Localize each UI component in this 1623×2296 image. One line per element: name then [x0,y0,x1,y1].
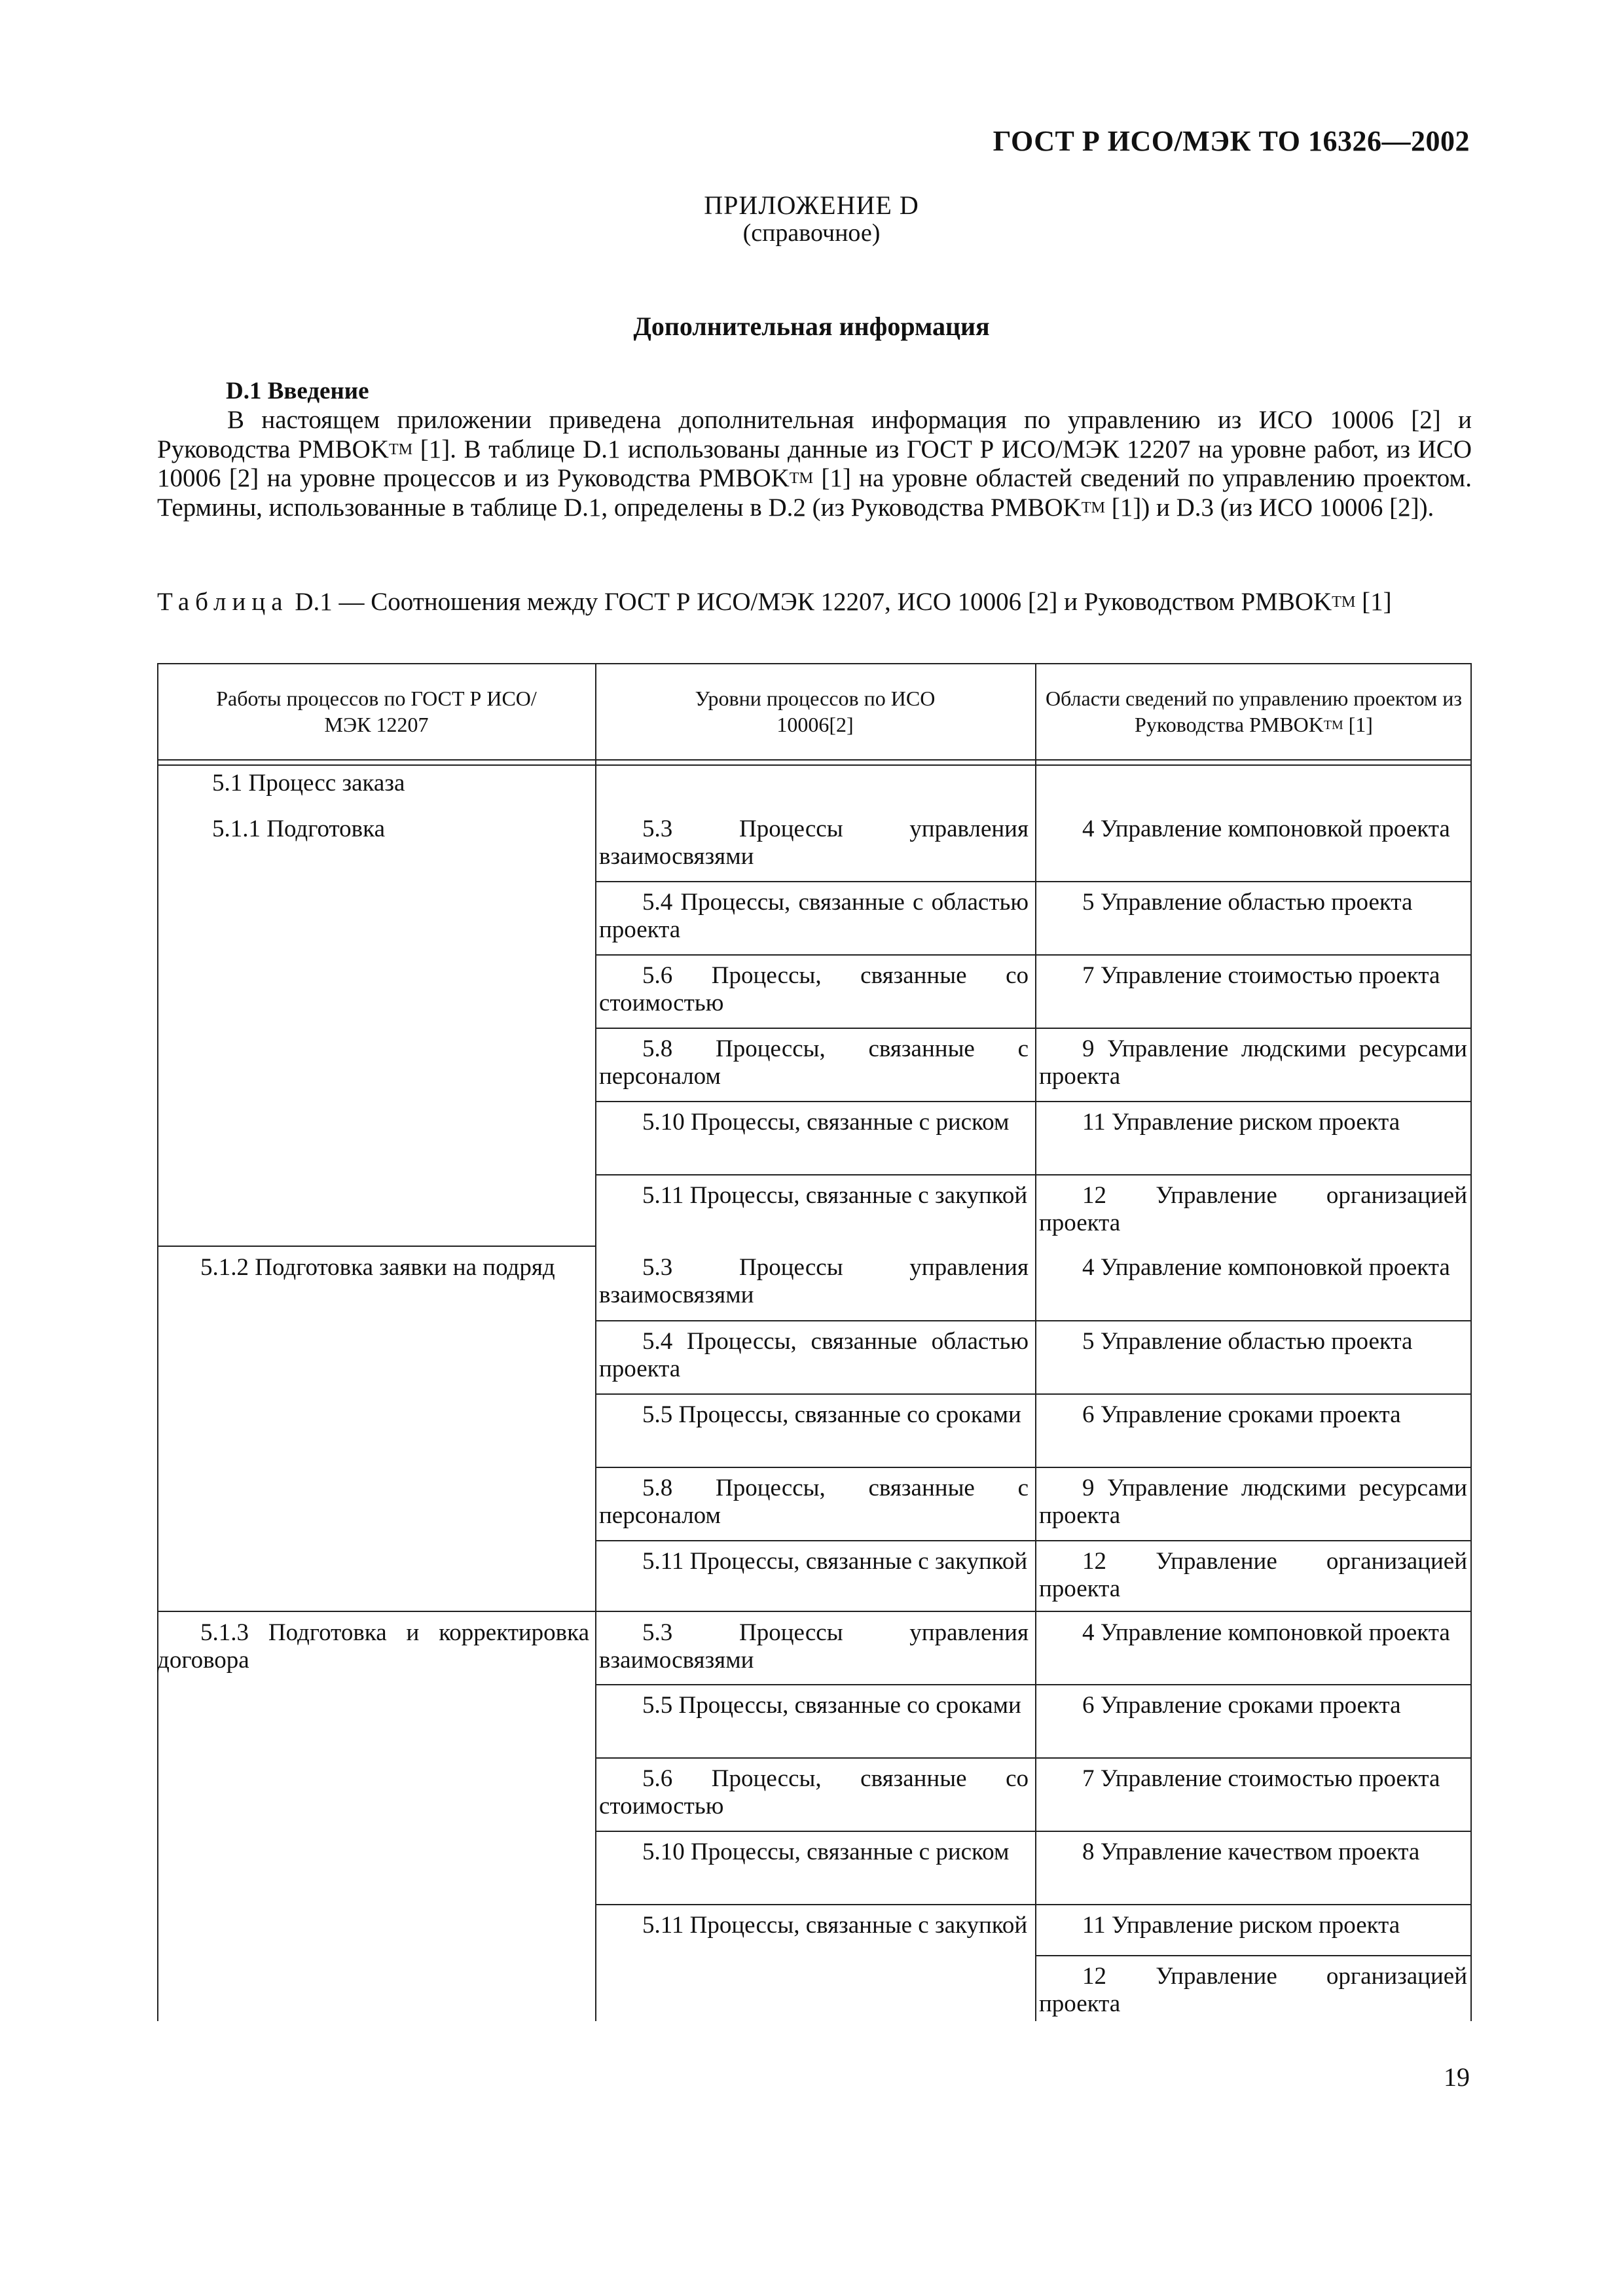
tm-mark: TM [388,440,413,458]
knowledge-area-row: 9 Управление людскими ресурсами проекта [1039,1475,1467,1529]
process-row: 5.1.2 Подготовка заявки на подряд [200,1254,555,1281]
intro-text-4: [1]) и D.3 (из ИСО 10006 [2]). [1104,493,1434,522]
knowledge-area-row: 12 Управление организацией проекта [1039,1182,1467,1236]
header-col-areas [1041,685,1467,738]
knowledge-area-row: 11 Управление риском проекта [1082,1109,1400,1136]
row-rule [157,1611,596,1612]
process-level-row: 5.5 Процессы, связанные со сроками [642,1692,1021,1719]
header-rule [157,759,1472,761]
intro-text-2: [1]. В таблице D.1 использованы данные из ГОСТ Р ИСО/МЭК 12207 на уровне работ, из ИСО 10006 [2] на уровне процессов и из Руководства PMBOK [157,435,1472,492]
knowledge-area-row: 7 Управление стоимостью проекта [1082,1765,1440,1792]
knowledge-area-row: 9 Управление людскими ресурсами проекта [1039,1035,1467,1090]
row-rule [595,1904,1472,1905]
tm-mark: TM [1323,718,1343,733]
process-level-row: 5.6 Процессы, связанные со стоимостью [599,1765,1029,1820]
table-caption-tail: [1] [1355,588,1392,616]
row-rule [595,1320,1472,1321]
process-row: 5.1.3 Подготовка и корректировка договора [157,1619,589,1674]
process-level-row: 5.4 Процессы, связанные областью проекта [599,1328,1029,1382]
process-level-row: 5.6 Процессы, связанные со стоимостью [599,962,1029,1016]
table-divider-2 [1035,663,1036,2021]
process-level-row: 5.3 Процессы управления взаимосвязями [599,816,1029,870]
section-title: Дополнительная информация [633,312,990,341]
process-level-row: 5.3 Процессы управления взаимосвязями [599,1254,1029,1308]
knowledge-area-row: 6 Управление сроками проекта [1082,1401,1401,1428]
table-border-top [157,663,1472,664]
table-caption [157,588,1472,617]
row-rule [595,1467,1472,1468]
intro-paragraph [157,406,1472,522]
intro-heading: D.1 Введение [226,378,369,404]
header-col-processes: Работы процессов по ГОСТ Р ИСО/МЭК 12207 [216,687,537,736]
header-col-areas-text: Области сведений по управлению проектом из Руководства PMBOK [1045,687,1463,736]
table-border-left [157,663,158,2021]
row-rule [595,1831,1472,1832]
knowledge-area-row: 12 Управление организацией проекта [1039,1548,1467,1602]
row-rule [595,1174,1472,1175]
relations-table [157,663,1472,2021]
process-level-row: 5.4 Процессы, связанные с областью проекта [599,889,1029,943]
knowledge-area-row: 4 Управление компоновкой проекта [1082,1619,1450,1646]
knowledge-area-row: 11 Управление риском проекта [1082,1912,1400,1939]
knowledge-area-row: 5 Управление областью проекта [1082,1328,1413,1355]
knowledge-area-row: 4 Управление компоновкой проекта [1082,1254,1450,1281]
knowledge-area-row: 5 Управление областью проекта [1082,889,1413,916]
row-rule [595,881,1472,882]
tm-mark: TM [789,469,814,488]
row-rule [595,1540,1472,1541]
knowledge-area-row: 7 Управление стоимостью проекта [1082,962,1440,989]
table-border-right [1470,663,1472,2021]
table-caption-text: D.1 — Соотношения между ГОСТ Р ИСО/МЭК 12207, ИСО 10006 [2] и Руководством PMBOK [288,588,1332,616]
row-rule [595,1028,1472,1029]
process-level-row: 5.11 Процессы, связанные с закупкой [642,1548,1028,1575]
process-level-row: 5.11 Процессы, связанные с закупкой [642,1182,1028,1209]
knowledge-area-row: 6 Управление сроками проекта [1082,1692,1401,1719]
row-rule [1035,1955,1472,1956]
process-level-row: 5.10 Процессы, связанные с риском [642,1839,1010,1865]
row-rule [595,1611,1472,1612]
process-row: 5.1.1 Подготовка [212,816,385,842]
header-rule [157,764,1472,766]
appendix-title: ПРИЛОЖЕНИЕ D [704,190,919,220]
intro-text-1: В настоящем приложении приведена дополнительная информация по управлению из ИСО 10006 [2] и Руководства PMBOK [157,406,1472,463]
knowledge-area-row: 4 Управление компоновкой проекта [1082,816,1450,842]
knowledge-area-row: 8 Управление качеством проекта [1082,1839,1420,1865]
process-row: 5.1 Процесс заказа [212,770,405,797]
page-number: 19 [1444,2062,1470,2092]
row-rule [595,1757,1472,1759]
process-level-row: 5.8 Процессы, связанные с персоналом [599,1475,1029,1529]
process-level-row: 5.5 Процессы, связанные со сроками [642,1401,1021,1428]
tm-mark: TM [1332,593,1356,611]
knowledge-area-row: 12 Управление организацией проекта [1039,1963,1467,2017]
row-rule [595,1101,1472,1102]
row-rule [595,1393,1472,1395]
intro-text-3: [1] на уровне областей сведений по управлению проектом. Термины, использованные в таблице D.1, определены в D.2 (из Руководства PMBOK [157,464,1472,522]
process-level-row: 5.11 Процессы, связанные с закупкой [642,1912,1028,1939]
process-level-row: 5.10 Процессы, связанные с риском [642,1109,1010,1136]
process-level-row: 5.3 Процессы управления взаимосвязями [599,1619,1029,1674]
tm-mark: TM [1081,498,1105,516]
row-rule [157,1246,596,1247]
header-col-areas-tail: [1] [1343,713,1373,736]
standard-code-header: ГОСТ Р ИСО/МЭК ТО 16326—2002 [993,125,1470,157]
process-level-row: 5.8 Процессы, связанные с персоналом [599,1035,1029,1090]
table-divider-1 [595,663,596,2021]
table-caption-label: Таблица [157,588,289,616]
row-rule [595,1684,1472,1685]
appendix-subtitle: (справочное) [742,219,881,247]
header-col-levels: Уровни процессов по ИСО 10006[2] [695,687,936,736]
row-rule [595,954,1472,956]
